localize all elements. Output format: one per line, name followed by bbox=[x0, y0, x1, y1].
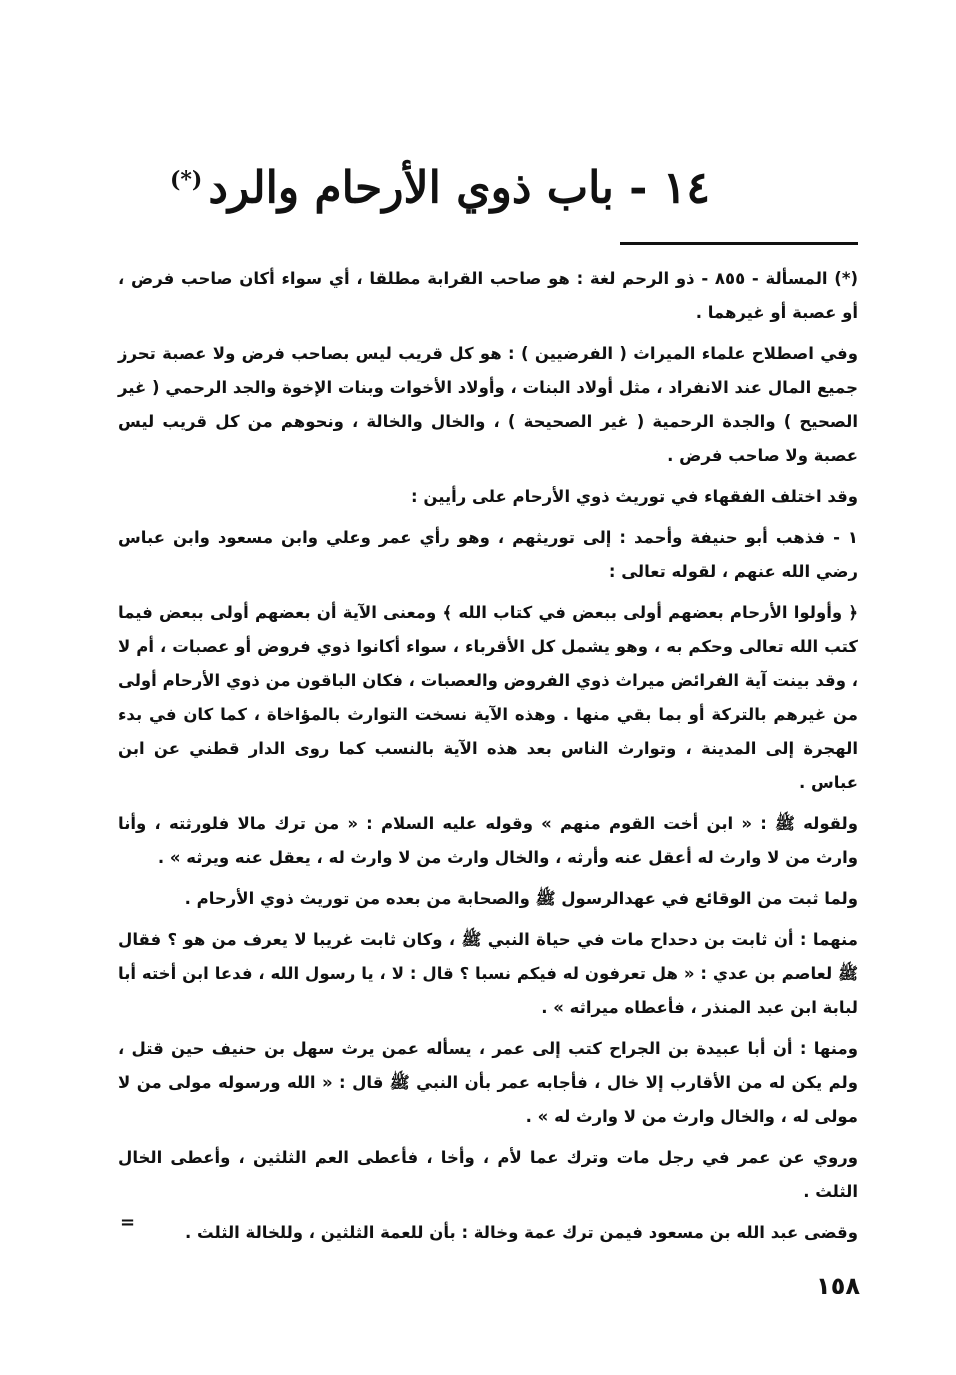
chapter-title bbox=[150, 140, 730, 229]
note-paragraph-8: منهما : أن ثابت بن دحداح مات في حياة النبي ﷺ ، وكان ثابت غريبا لا يعرف من هو ؟ فقال ﷺ لعاصم بن عدي : « هل تعرفون له فيكم نسبا ؟ قال : لا ، يا رسول الله ، فدعا ابن أخته أبا لبابة ابن عبد المنذر ، فأعطاه ميراثه » . bbox=[118, 930, 858, 1017]
chapter-title-text: ١٤ - باب ذوي الأرحام والرد bbox=[208, 162, 710, 214]
note-paragraph-4: ١ - فذهب أبو حنيفة وأحمد : إلى توريثهم ، وهو رأي عمر وعلي وابن مسعود وابن عباس رضي الله عنهم ، لقوله تعالى : bbox=[118, 528, 858, 581]
footnote-marker: (*) bbox=[170, 167, 203, 193]
note-paragraph-5: ﴿ وأولوا الأرحام بعضهم أولى ببعض في كتاب الله ﴾ ومعنى الآية أن بعضهم أولى ببعض فيما كتب الله تعالى وحكم به ، وهو يشمل كل الأقرباء ، سواء أكانوا ذوي فروض أو عصبات ، أم لا ، وقد بينت آية الفرائض ميراث ذوي الفروض والعصبات ، فكان الباقون من ذوي الأرحام أولى من غيرهم بالتركة أو بما بقي منها . وهذه الآية نسخت التوارث بالمؤاخاة ، كما كان في بدء الهجرة إلى المدينة ، وتوارث الناس بعد هذه الآية بالنسب كما روى الدار قطني عن ابن عباس . bbox=[118, 603, 858, 792]
issue-label: (*) المسألة - ٨٥٥ - bbox=[701, 269, 859, 288]
footnote-separator-line bbox=[620, 242, 858, 245]
note-paragraph-2: وفي اصطلاح علماء الميراث ( الفرضيين ) : هو كل قريب ليس بصاحب فرض ولا عصبة تحرز جميع المال عند الانفراد ، مثل أولاد البنات ، وأولاد الأخوات وبنات الإخوة والجد الرحمي ( غير الصحيح ) والجدة الرحمية ( غير الصحيحة ) ، والخال والخالة ، ونحوهم من كل قريب ليس عصبة ولا صاحب فرض . bbox=[118, 344, 858, 465]
footnote-body bbox=[118, 262, 858, 1257]
note-paragraph-7: ولما ثبت من الوقائع في عهدالرسول ﷺ والصحابة من بعده من توريث ذوي الأرحام . bbox=[184, 889, 858, 908]
note-paragraph-1 bbox=[118, 262, 858, 330]
note-paragraph-6: ولقوله ﷺ : « ابن أخت القوم منهم » وقوله عليه السلام : « من ترك مالا فلورثته ، وأنا وارث من لا وارث له أعقل عنه وأرثه ، والخال وارث من لا وارث له ، يعقل عنه ويرثه » . bbox=[118, 814, 858, 867]
note-text: ذو الرحم لغة : هو صاحب القرابة مطلقا ، أي سواء أكان صاحب فرض ، أو عصبة أو غيرهما . bbox=[118, 269, 858, 322]
note-paragraph-3: وقد اختلف الفقهاء في توريث ذوي الأرحام على رأيين : bbox=[411, 487, 858, 506]
note-paragraph-9: ومنها : أن أبا عبيدة بن الجراح كتب إلى عمر ، يسأله عمن يرث سهل بن حنيف حين قتل ، ولم يكن له من الأقارب إلا خال ، فأجابه عمر بأن النبي ﷺ قال : « الله ورسوله مولى من لا مولى له ، والخال وارث من لا وارث له » . bbox=[118, 1039, 858, 1126]
continuation-mark: = bbox=[120, 1212, 136, 1233]
page-number: ١٥٨ bbox=[816, 1272, 860, 1300]
note-paragraph-10: وروي عن عمر في رجل مات وترك عما لأم ، وأخا ، فأعطى العم الثلثين ، وأعطى الخال الثلث . bbox=[118, 1148, 858, 1201]
note-paragraph-11: وقضى عبد الله بن مسعود فيمن ترك عمة وخالة : بأن للعمة الثلثين ، وللخالة الثلث . bbox=[185, 1223, 858, 1242]
